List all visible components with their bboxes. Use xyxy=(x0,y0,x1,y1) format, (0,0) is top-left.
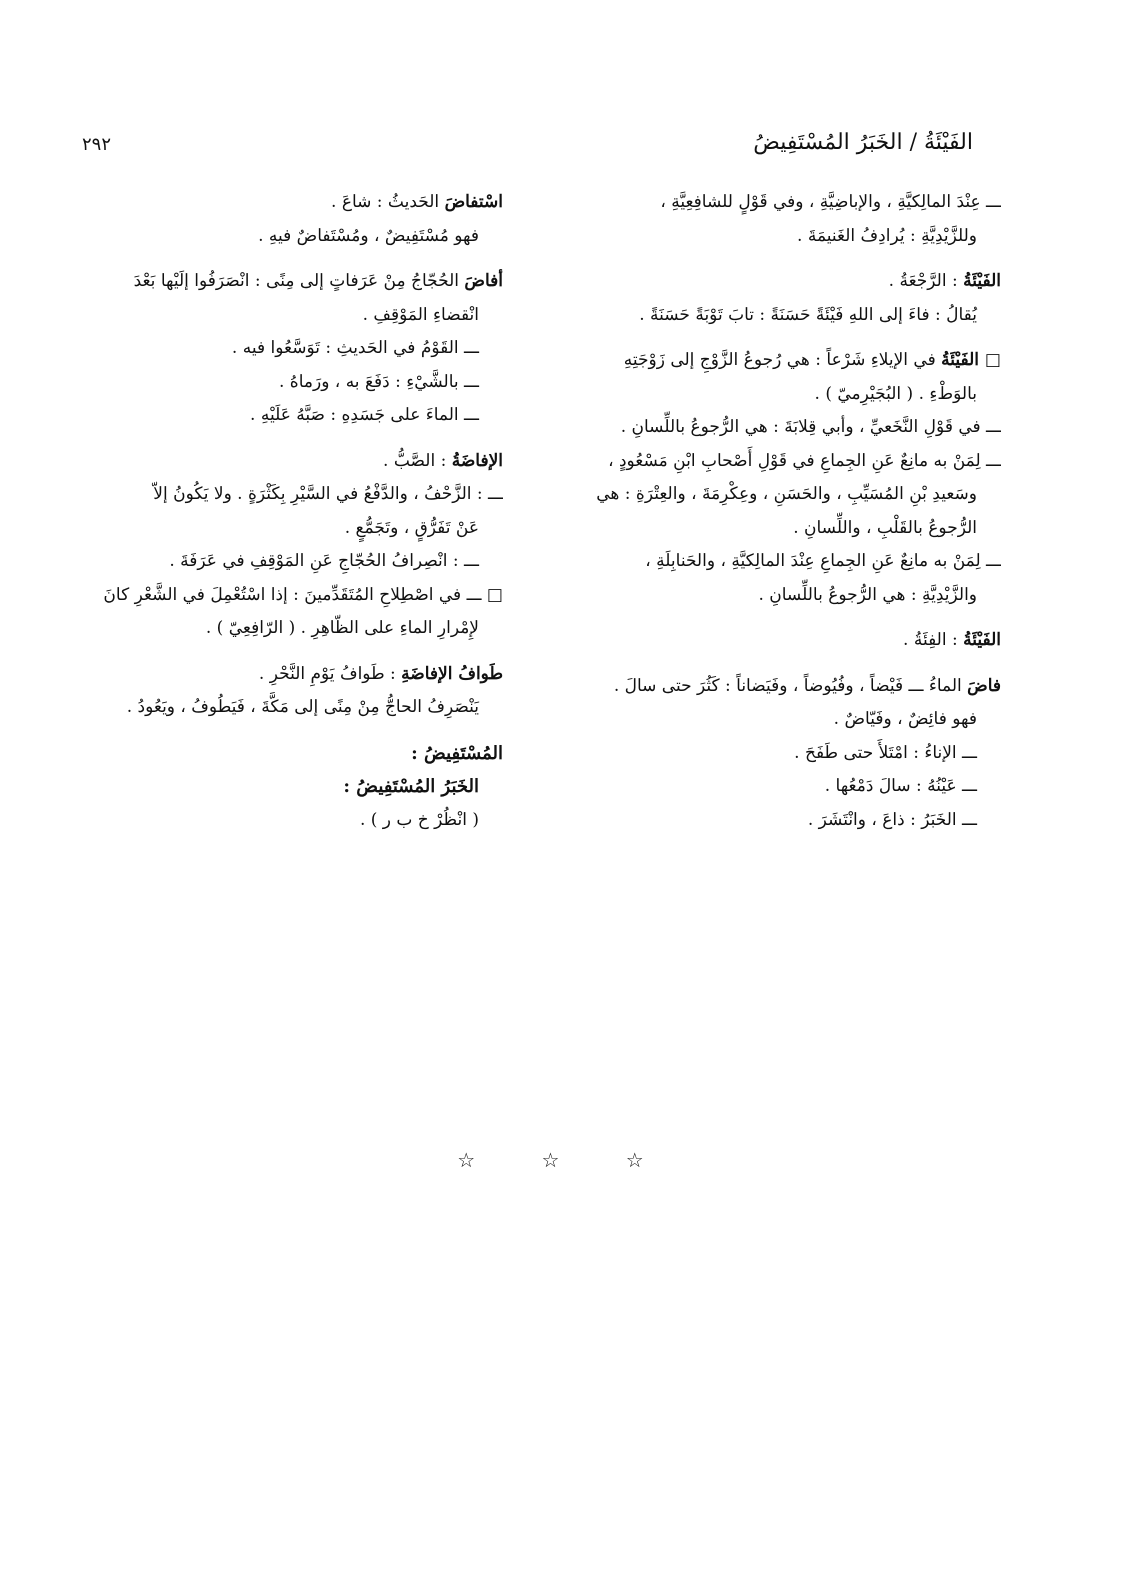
headword: فاضَ xyxy=(967,675,1001,696)
text-line xyxy=(561,670,1001,704)
definition-text: وسَعيدِ بْنِ المُسَيِّبِ ، والحَسَنِ ، وعِكْرِمَةَ ، والعِتْرَةِ : هي xyxy=(596,484,977,504)
left-column xyxy=(58,186,503,837)
entry-gap xyxy=(561,253,1001,265)
text-line xyxy=(58,512,503,546)
text-line xyxy=(58,299,503,333)
text-line xyxy=(561,378,1001,412)
headword: أفاضَ xyxy=(464,271,503,291)
definition-text: ـــ : انْصِرافُ الحُجّاجِ عَنِ المَوْقِفِ في عَرَفَةَ . xyxy=(169,551,479,571)
definition-text: فهو مُسْتَفِيضٌ ، ومُسْتَفاضٌ فيهِ . xyxy=(258,225,479,246)
text-line xyxy=(561,804,1001,838)
entry-gap xyxy=(561,332,1001,344)
text-line xyxy=(58,658,503,692)
text-line xyxy=(561,703,1001,737)
headword: الفَيْئَةُ xyxy=(963,630,1001,650)
definition-text: ـــ القَوْمُ في الحَديثِ : تَوَسَّعُوا فيه . xyxy=(231,338,479,358)
definition-text: ـــ لِمَنْ به مانِعٌ عَنِ الجِماعِ عِنْدَ المالِكيَّةِ ، والحَنابِلَةِ ، xyxy=(645,551,1001,571)
end-ornament: ☆ ☆ ☆ xyxy=(457,1148,674,1172)
definition-text: ـــ لِمَنْ به مانِعٌ عَنِ الجِماعِ في قَوْلِ أَصْحابِ ابْنِ مَسْعُودٍ ، xyxy=(608,450,1001,471)
entry-gap xyxy=(58,725,503,737)
text-line xyxy=(58,220,503,254)
text-line xyxy=(58,612,503,646)
text-line xyxy=(58,265,503,299)
definition-text: ( انْظُرْ خ ب ر ) . xyxy=(359,809,479,830)
entry-gap xyxy=(58,646,503,658)
definition-text: : طَوافُ يَوْمِ النَّحْرِ . xyxy=(258,663,402,684)
definition-text: في الإيلاءِ شَرْعاً : هي رُجوعُ الزَّوْجِ إلى زَوْجَتِهِ xyxy=(623,350,942,370)
page-header xyxy=(82,130,973,170)
text-line xyxy=(561,411,1001,445)
definition-text: فهو فائِضٌ ، وفَيّاضٌ . xyxy=(833,709,977,729)
text-line xyxy=(58,366,503,400)
text-line xyxy=(561,579,1001,613)
headword: □ الفَيْئَةُ xyxy=(941,350,1001,370)
right-column xyxy=(561,186,1001,837)
text-line xyxy=(58,804,503,838)
entry-subheading: المُسْتَفِيضُ : xyxy=(411,742,503,764)
definition-text: الماءُ ـــ فَيْضاً ، وفُيُوضاً ، وفَيَضاناً : كَثُرَ حتى سالَ . xyxy=(613,675,968,696)
definition-text: عَنْ تَفَرُّقٍ ، وتَجَمُّعٍ . xyxy=(344,517,479,538)
text-line xyxy=(58,478,503,512)
headword: الإفاضَةُ xyxy=(451,450,503,471)
definition-text: ـــ الماءَ على جَسَدِهِ : صَبَّهُ عَلَيْهِ . xyxy=(250,405,479,425)
entry-subheading: الخَبَرُ المُسْتَفِيضُ : xyxy=(343,776,479,797)
definition-text: ـــ بالشَّيْءِ : دَفَعَ به ، ورَماهُ . xyxy=(278,371,479,392)
entry-gap xyxy=(58,433,503,445)
headword: طَوافُ الإفاضَةِ xyxy=(401,663,503,684)
text-line xyxy=(58,545,503,579)
entry-gap xyxy=(561,658,1001,670)
definition-text: يَنْصَرِفُ الحاجُّ مِنْ مِنًى إلى مَكَّةَ ، فَيَطُوفُ ، ويَعُودُ . xyxy=(126,697,479,717)
definition-text: لإِمْرارِ الماءِ على الظّاهِرِ . ( الرّافِعِيّ ) . xyxy=(205,618,479,638)
headword: اسْتفاضَ xyxy=(444,192,503,212)
definition-text: ـــ عِنْدَ المالِكيَّةِ ، والإباضِيَّةِ ، وفي قَوْلٍ للشافِعِيَّةِ ، xyxy=(660,192,1001,212)
text-line xyxy=(561,265,1001,299)
definition-text: ـــ عَيْنُهُ : سالَ دَمْعُها . xyxy=(824,776,977,796)
definition-text: الحُجّاجُ مِنْ عَرَفاتٍ إلى مِنًى : انْصَرَفُوا إلَيْها بَعْدَ xyxy=(133,271,465,291)
text-line xyxy=(58,332,503,366)
text-line xyxy=(58,445,503,479)
text-line xyxy=(561,545,1001,579)
text-line xyxy=(561,624,1001,658)
text-line xyxy=(561,770,1001,804)
text-line xyxy=(561,186,1001,220)
text-line xyxy=(561,478,1001,512)
definition-text: والزَّيْدِيَّةِ : هي الرُّجوعُ باللِّسانِ . xyxy=(758,584,977,605)
text-line xyxy=(561,299,1001,333)
definition-text: ـــ الخَبَرُ : ذاعَ ، وانْتَشَرَ . xyxy=(807,809,977,830)
definition-text: : الفِئَةُ . xyxy=(903,630,964,650)
definition-text: الحَديثُ : شاعَ . xyxy=(331,192,445,212)
definition-text: □ ـــ في اصْطِلاحِ المُتَقَدِّمينَ : إذا اسْتُعْمِلَ في الشَّعْرِ كانَ xyxy=(103,584,503,605)
definition-text: انْقضاءِ المَوْقِفِ . xyxy=(362,304,479,325)
text-line xyxy=(58,770,503,804)
definition-text: الرُّجوعُ بالقَلْبِ ، واللِّسانِ . xyxy=(793,517,977,538)
text-line xyxy=(561,445,1001,479)
definition-text: بالوَطْءِ . ( البُجَيْرِميّ ) . xyxy=(814,383,977,404)
running-title: الفَيْئَةُ / الخَبَرُ المُسْتَفِيضُ xyxy=(753,130,973,155)
text-line xyxy=(561,737,1001,771)
text-line xyxy=(58,737,503,771)
definition-text: يُقالُ : فاءَ إلى اللهِ فَيْئَةً حَسَنَةً : تابَ تَوْبَةً حَسَنَةً . xyxy=(639,304,977,325)
definition-text: وللزَّيْدِيَّةِ : يُرادِفُ الغَنيمَةَ . xyxy=(797,225,977,246)
definition-text: : الصَّبُّ . xyxy=(383,450,452,471)
text-line xyxy=(561,344,1001,378)
text-line xyxy=(561,220,1001,254)
definition-text: ـــ : الزَّحْفُ ، والدَّفْعُ في السَّيْرِ بِكَثْرَةٍ . ولا يَكُونُ إلاّ xyxy=(153,484,503,504)
entry-gap xyxy=(561,612,1001,624)
headword: الفَيْئَةُ xyxy=(963,271,1001,291)
text-line xyxy=(58,579,503,613)
definition-text: : الرَّجْعَةُ . xyxy=(888,271,964,291)
text-line xyxy=(58,399,503,433)
text-line xyxy=(561,512,1001,546)
text-line xyxy=(58,691,503,725)
entry-gap xyxy=(58,253,503,265)
text-line xyxy=(58,186,503,220)
definition-text: ـــ في قَوْلِ النَّخَعيِّ ، وأبي قِلابَةَ : هي الرُّجوعُ باللِّسانِ . xyxy=(620,417,1001,437)
page-number: ٢٩٢ xyxy=(82,134,112,155)
definition-text: ـــ الإناءُ : امْتَلأَ حتى طَفَحَ . xyxy=(794,742,977,763)
